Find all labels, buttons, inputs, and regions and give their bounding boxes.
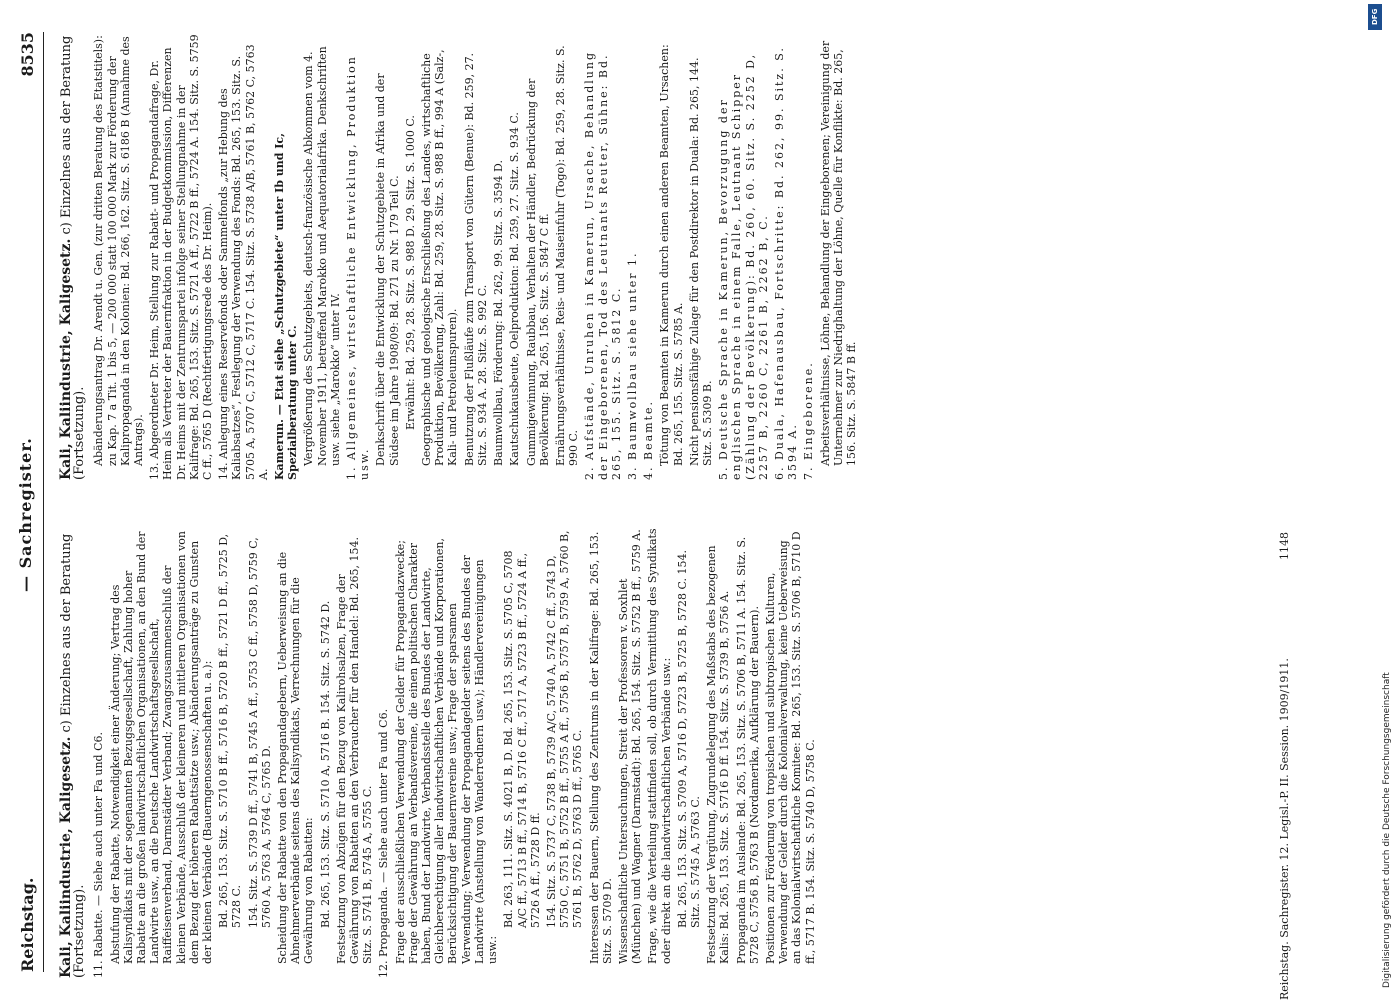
header-rule xyxy=(43,32,44,972)
entry: Kautschukausbeute, Oelproduktion: Bd. 259, 27. Sitz. S. 934 C. xyxy=(508,112,522,466)
entry: 3. Baumwollbau siehe unter 1. xyxy=(625,251,639,480)
entry: 6. Duala, Hafenausbau, Fortschritte: Bd. 262, 99. Sitz. S. 3594 A. xyxy=(772,46,800,480)
entry: Scheidung der Rabatte von den Propagandagebern, Ueberweisung an die Abnehmerverbände seitens des Kalisyndikats, Verrechnungen für die Gewährung von Rabatten: xyxy=(276,551,316,964)
entry: 13. Abgeordneter Dr. Heim, Stellung zur Rabatt- und Propagandafrage, Dr. Heim als Vertreter der Bauernfraktion in der Budgetkommission, Differenzen Dr. Heims mit der Zentrumspartei infolge seiner Stellungnahme in der Kalifrage: Bd. 265, 153. Sitz. S. 5721 A ff., 5722 B ff., 5724 A. 154. Sitz. S. 5759 C ff., 5765 D (Rechtfertigungsrede des Dr. Heim). xyxy=(148,34,215,480)
left-column-heading xyxy=(60,528,86,978)
page-number: 8535 xyxy=(18,32,37,77)
entry: Festsetzung der Vergütung, Zugrundelegung des Maßstabs des bezogenen Kalis: Bd. 265, 153. Sitz. S. 5716 D ff. 154. Sitz. S. 5739 B, 5756 A. xyxy=(705,545,732,964)
entry: Abänderungsantrag Dr. Arendt u. Gen. (zur dritten Beratung des Etatstitels): zu Kap. 7 a Tit. 1 bis 5, — 200 000 statt 100 000 Mark zur Förderung der Kalipropaganda in den Kolonien: Bd. 266, 162. Sitz. S. 6186 B (Annahme des Antrags). xyxy=(92,35,146,466)
entry: Bd. 265, 153. Sitz. S. 5710 A, 5716 B. 154. Sitz. S. 5742 D. xyxy=(318,600,332,928)
footer-running-head: Reichstag. Sachregister. 12. Legisl.-P. II. Session. 1909/1911. xyxy=(1278,658,1291,1000)
entry: Interessen der Bauern, Stellung des Zentrums in der Kalifrage: Bd. 265, 153. Sitz. S. 5709 D. xyxy=(587,531,614,964)
entry: Bd. 265, 153. Sitz. S. 5709 A, 5716 D, 5723 B, 5725 B, 5728 C. 154. Sitz. S. 5745 A, 5763 C. xyxy=(675,550,702,928)
header-center: — Sachregister. xyxy=(16,437,35,592)
entry: 4. Beamte. xyxy=(642,399,656,480)
entry: Festsetzung von Abzügen für den Bezug von Kalirohsalzen, Frage der Gewährung von Rabatten an den Verbraucher für den Handel: Bd. 265, 154. Sitz. S. 5741 B, 5745 A, 5755 C. xyxy=(334,537,375,964)
entry: Nicht pensionsfähige Zulage für den Postdirektor in Duala: Bd. 265, 144. Sitz. S. 5309 B. xyxy=(687,57,714,466)
entry: Wissenschaftliche Untersuchungen, Streit der Professoren v. Soxhlet (München) und Wagner (Darmstadt): Bd. 265, 154. Sitz. S. 5752 B ff., 5759 A. xyxy=(616,529,644,964)
entry: Bd. 265, 153. Sitz. S. 5710 B ff., 5716 B, 5720 B ff., 5721 D ff., 5725 D, 5728 C. xyxy=(217,533,244,928)
left-heading-subtitle: c) Einzelnes aus der Beratung (Fortsetzung). xyxy=(59,533,88,978)
entry: Baumwollbau, Förderung: Bd. 262, 99. Sitz. S. 3594 D. xyxy=(492,160,506,466)
header-left: Reichstag. xyxy=(18,877,37,972)
right-column-heading xyxy=(60,30,86,480)
entry: Frage der ausschließlichen Verwendung der Gelder für Propagandazwecke; Frage der Gewährung an Verbandsvereine, die einen politischen Charakter haben, Bund der Landwirte, Verbandsstelle des Bundes der Landwirte, Gleichberechtigung aller landwirtschaftlichen Verbände und Korporationen, Berücksichtigung der Bauernvereine usw.; Frage der sparsamen Verwendung; Verwendung der Propagandagelder seitens des Bundes der Landwirte (Anstellung von Wanderrednern usw.); Händlervereinigungen usw.: xyxy=(393,538,500,964)
entry: 5. Deutsche Sprache in Kamerun, Bevorzugung der englischen Sprache in einem Falle, Leutnant Schipper (Zählung der Bevölkerung): Bd. 260, 60. Sitz. S. 2252 D, 2257 B, 2260 C, 2261 B, 2262 B, C. xyxy=(717,52,770,480)
entry: Vergrößerung des Schutzgebiets, deutsch-französische Abkommen vom 4. November 1911, betreffend Marokko und Aequatorialafrika. Denkschriften usw. siehe „Marokko“ unter IV. xyxy=(302,46,342,466)
entry: Kamerun. — Etat siehe „Schutzgebiete“ unter Ib und Ic, Spezialberatung unter C. xyxy=(273,133,300,480)
page-footer xyxy=(1278,34,1291,1000)
entry: 2. Aufstände, Unruhen in Kamerun, Ursache, Behandlung der Eingeborenen, Tod des Leutnants Reuter, Sühne: Bd. 265, 155. Sitz. S. 5812 C. xyxy=(583,50,623,480)
right-column xyxy=(60,30,1310,480)
entry: Frage, wie die Verteilung stattfinden soll, ob durch Vermittlung des Syndikats oder direkt an die landwirtschaftlichen Verbände usw.: xyxy=(646,528,673,964)
entry: 154. Sitz. S. 5737 C, 5738 B, 5739 A/C, 5740 A, 5742 C ff., 5743 D, 5750 C, 5751 B, 5752 B ff., 5755 A ff., 5756 B, 5757 B, 5759 A, 5760 B, 5761 B, 5762 D, 5763 D ff., 5765 C. xyxy=(544,530,585,928)
entry: 12. Propaganda. — Siehe auch unter Fa und C6. xyxy=(377,708,391,978)
left-entries xyxy=(92,528,816,978)
entry: Erwähnt: Bd. 259, 28. Sitz. S. 988 D. 29. Sitz. S. 1000 C. xyxy=(403,115,417,430)
entry: 154. Sitz. S. 5739 D ff., 5741 B, 5745 A ff., 5753 C ff., 5758 D, 5759 C, 5760 A, 5763 A, 5764 C, 5765 D. xyxy=(246,537,273,928)
entry: Gummigewinnung, Raubbau, Verhalten der Händler, Bedrückung der Bevölkerung: Bd. 265, 156. Sitz. S. 5847 C ff. xyxy=(524,78,551,466)
entry: Abstufung der Rabatte, Notwendigkeit einer Änderung; Vertrag des Kalisyndikats mit der sogenannten Bezugsgesellschaft, Zahlung hoher Rabatte an die großen landwirtschaftlichen Organisationen, an den Bund der Landwirte usw., an die Deutsche Landwirtschaftsgesellschaft, Raiffeisenverband, Darmstädter Verband; Zwangszusammenschluß der kleinen Verbände, Ausschluß der kleineren und mittleren Organisationen von dem Bezug der höheren Rabattsätze usw.; Abänderungsanträge zu Gunsten der kleinen Verbände (Bauerngenossenschaften u. a.): xyxy=(108,530,215,964)
entry: Ernährungsverhältnisse, Reis- und Maiseinfuhr (Togo): Bd. 259, 28. Sitz. S. 990 C. xyxy=(553,45,581,466)
dfg-logo-icon: DFG xyxy=(1368,4,1382,30)
entry: 7. Eingeborene. xyxy=(802,361,816,480)
digitization-sidebar xyxy=(1366,0,1392,1000)
left-column xyxy=(60,528,1310,978)
entry: 14. Anlegung eines Reservefonds oder Sammelfonds „zur Hebung des Kaliabsatzes“, Festlegung der Verwendung des Fonds: Bd. 265, 153. Sitz. S. 5705 A, 5707 C, 5712 C, 5717 C. 154. Sitz. S. 5738 A/B, 5761 B, 5762 C, 5763 A. xyxy=(217,44,270,480)
right-entries xyxy=(92,30,858,480)
entry: Tötung von Beamten in Kamerun durch einen anderen Beamten, Ursachen: Bd. 265, 155. Sitz. S. 5785 A. xyxy=(658,44,685,466)
left-heading-title: Kali, Kaliindustrie, Kaligesetz. xyxy=(58,736,74,978)
right-heading-title: Kali, Kaliindustrie, Kaligesetz. xyxy=(58,238,74,480)
entry: Benutzung der Flußläufe zum Transport von Gütern (Benue): Bd. 259, 27. Sitz. S. 934 A. 28. Sitz. S. 992 C. xyxy=(462,52,489,466)
entry: Positionen zur Förderung von tropischen und subtropischen Kulturen, Verwendung der Gelder durch die Kolonialverwaltung, keine Ueberweisung an das Kolonialwirtschaftliche Komitee: Bd. 265, 153. Sitz. S. 5706 B, 5710 D ff., 5717 B. 154. Sitz. S. 5740 D, 5758 C. xyxy=(763,531,817,964)
entry: Geographische und geologische Erschließung des Landes, wirtschaftliche Produktion, Bevölkerung, Zahl: Bd. 259, 28. Sitz. S. 988 B ff., 994 A (Salz-, Kali- und Petroleumspuren). xyxy=(420,49,460,466)
entry: 1. Allgemeines, wirtschaftliche Entwicklung, Produktion usw. xyxy=(345,55,372,480)
entry: Denkschrift über die Entwicklung der Schutzgebiete in Afrika und der Südsee im Jahre 1908/09: Bd. 271 zu Nr. 179 Teil C. xyxy=(374,73,401,466)
right-heading-subtitle: c) Einzelnes aus der Beratung (Fortsetzung). xyxy=(59,35,88,480)
entry: Bd. 263, 111. Sitz. S. 4021 B, D. Bd. 265, 153. Sitz. S. 5705 C, 5708 A/C ff., 5713 B ff., 5714 B, 5716 C ff., 5717 A, 5723 B ff., 5724 A ff., 5726 A ff., 5728 D ff. xyxy=(502,550,542,928)
page-header xyxy=(8,32,44,972)
entry: 11. Rabatte. — Siehe auch unter Fa und C6. xyxy=(92,732,106,978)
footer-page-number: 1148 xyxy=(1278,532,1291,560)
entry: Propaganda im Auslande: Bd. 265, 153. Sitz. S. 5706 B, 5711 A. 154. Sitz. S. 5728 C, 5756 B, 5763 B (Nordamerika, Aufklärung der Bauern). xyxy=(734,536,761,964)
funding-note: Digitalisierung gefördert durch die Deutsche Forschungsgemeinschaft xyxy=(1382,672,1392,988)
entry: Arbeitsverhältnisse, Löhne, Behandlung der Eingeborenen; Vereinigung der Unternehmer zur Niedrighaltung der Löhne, Quelle für Konflikte: Bd. 265, 156. Sitz. S. 5847 B ff. xyxy=(818,40,858,466)
